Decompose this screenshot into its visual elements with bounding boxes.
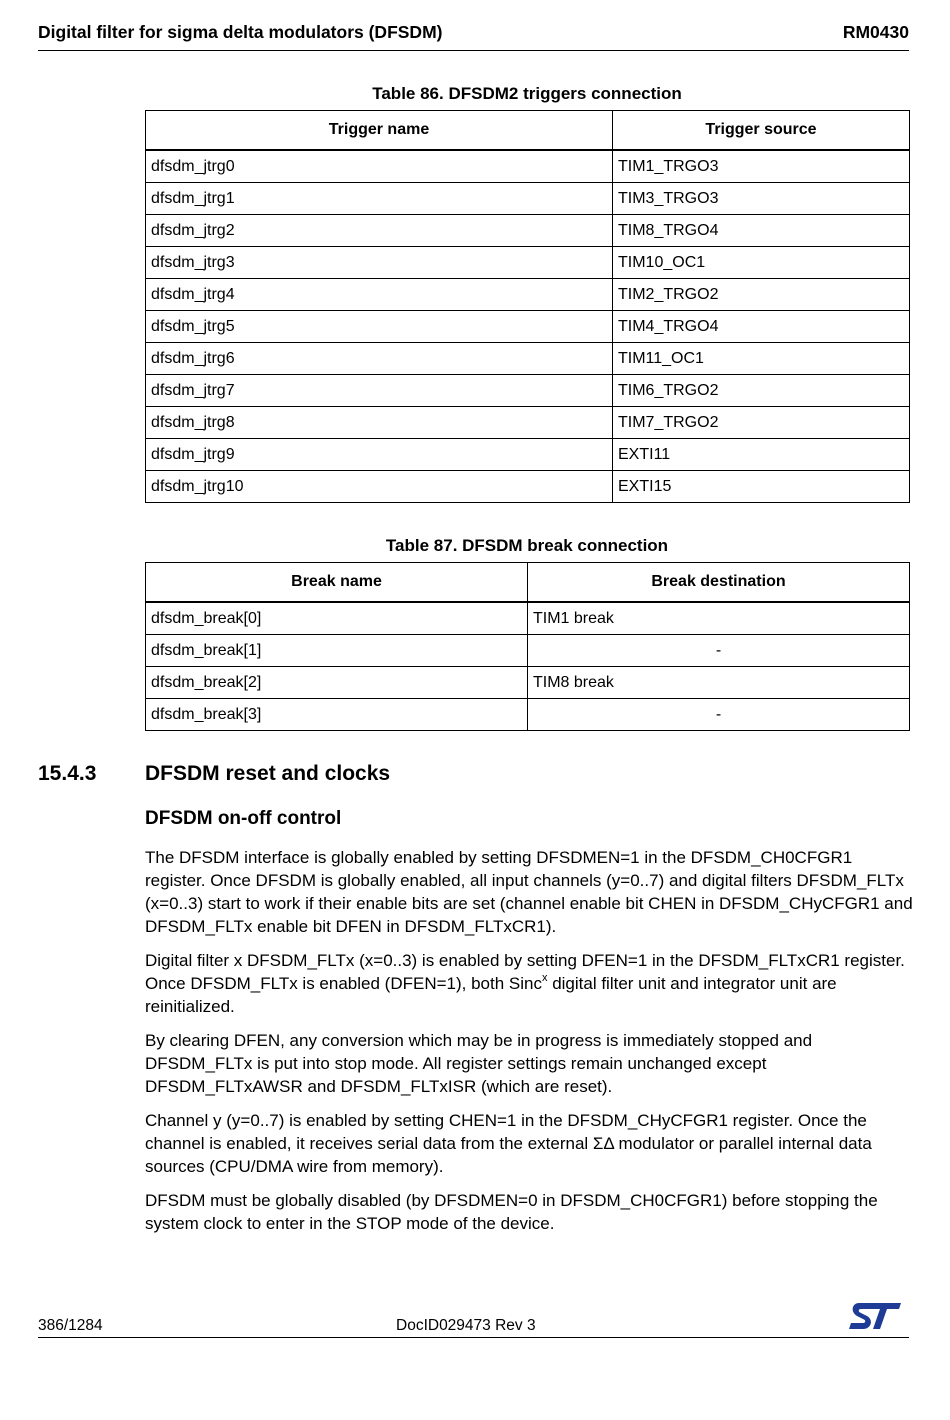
table86 xyxy=(145,110,910,503)
trigger-source: EXTI11 xyxy=(613,439,910,471)
break-destination: - xyxy=(528,699,910,731)
table-row xyxy=(146,699,910,731)
table87 xyxy=(145,562,910,731)
trigger-name: dfsdm_jtrg3 xyxy=(146,247,613,279)
table-row xyxy=(146,471,910,503)
break-destination: TIM1 break xyxy=(528,602,910,635)
break-name: dfsdm_break[0] xyxy=(146,602,528,635)
column-header: Break destination xyxy=(528,563,910,603)
table86-caption: Table 86. DFSDM2 triggers connection xyxy=(372,84,682,103)
table-row xyxy=(146,311,910,343)
column-header: Trigger source xyxy=(613,111,910,151)
paragraph xyxy=(145,949,915,1018)
doc-id: DocID029473 Rev 3 xyxy=(396,1317,536,1334)
trigger-source: TIM10_OC1 xyxy=(613,247,910,279)
paragraph: The DFSDM interface is globally enabled by setting DFSDMEN=1 in the DFSDM_CH0CFGR1 register. Once DFSDM is globally enabled, all input channels (y=0..7) and digital filters DFSDM_FLTx (x=0..3) start to work if their enable bits are set (channel enable bit CHEN in DFSDM_CHyCFGR1 and DFSDM_FLTx enable bit DFEN in DFSDM_FLTxCR1). xyxy=(145,848,913,936)
trigger-source: EXTI15 xyxy=(613,471,910,503)
section-title: DFSDM reset and clocks xyxy=(145,762,391,785)
table-row xyxy=(146,635,910,667)
subsection-title: DFSDM on-off control xyxy=(145,808,342,829)
trigger-name: dfsdm_jtrg8 xyxy=(146,407,613,439)
trigger-name: dfsdm_jtrg4 xyxy=(146,279,613,311)
table-header-row xyxy=(146,563,910,603)
paragraph: DFSDM must be globally disabled (by DFSDMEN=0 in DFSDM_CH0CFGR1) before stopping the system clock to enter in the STOP mode of the device. xyxy=(145,1191,878,1233)
trigger-name: dfsdm_jtrg5 xyxy=(146,311,613,343)
break-name: dfsdm_break[2] xyxy=(146,667,528,699)
page-header xyxy=(38,20,909,51)
trigger-name: dfsdm_jtrg9 xyxy=(146,439,613,471)
column-header: Break name xyxy=(146,563,528,603)
page-footer xyxy=(38,1299,909,1338)
table-row xyxy=(146,279,910,311)
trigger-name: dfsdm_jtrg0 xyxy=(146,150,613,183)
table-row xyxy=(146,215,910,247)
break-destination: - xyxy=(528,635,910,667)
trigger-source: TIM3_TRGO3 xyxy=(613,183,910,215)
table-row xyxy=(146,343,910,375)
trigger-name: dfsdm_jtrg1 xyxy=(146,183,613,215)
paragraph-text: digital filter unit and integrator unit are reinitialized. xyxy=(145,974,837,1016)
trigger-source: TIM11_OC1 xyxy=(613,343,910,375)
trigger-source: TIM4_TRGO4 xyxy=(613,311,910,343)
table-row xyxy=(146,602,910,635)
table-row xyxy=(146,150,910,183)
table-header-row xyxy=(146,111,910,151)
column-header: Trigger name xyxy=(146,111,613,151)
paragraph: By clearing DFEN, any conversion which may be in progress is immediately stopped and DFSDM_FLTx is put into stop mode. All register settings remain unchanged except DFSDM_FLTxAWSR and DFSDM_FLTxISR (which are reset). xyxy=(145,1031,813,1096)
table87-caption: Table 87. DFSDM break connection xyxy=(385,536,669,555)
table-row xyxy=(146,247,910,279)
break-name: dfsdm_break[3] xyxy=(146,699,528,731)
trigger-source: TIM2_TRGO2 xyxy=(613,279,910,311)
page-number: 386/1284 xyxy=(38,1317,103,1334)
break-name: dfsdm_break[1] xyxy=(146,635,528,667)
trigger-name: dfsdm_jtrg7 xyxy=(146,375,613,407)
trigger-name: dfsdm_jtrg6 xyxy=(146,343,613,375)
paragraph: Channel y (y=0..7) is enabled by setting CHEN=1 in the DFSDM_CHyCFGR1 register. Once the channel is enabled, it receives serial data from the external ΣΔ modulator or parallel internal data sources (CPU/DMA wire from memory). xyxy=(145,1111,872,1176)
trigger-source: TIM7_TRGO2 xyxy=(613,407,910,439)
trigger-name: dfsdm_jtrg10 xyxy=(146,471,613,503)
paragraph-text: Digital filter x DFSDM_FLTx (x=0..3) is enabled by setting DFEN=1 in the DFSDM_FLTxCR1 register. Once DFSDM_FLTx is enabled (DFEN=1), both Sinc xyxy=(145,951,905,993)
trigger-source: TIM8_TRGO4 xyxy=(613,215,910,247)
trigger-source: TIM6_TRGO2 xyxy=(613,375,910,407)
break-destination: TIM8 break xyxy=(528,667,910,699)
table-row xyxy=(146,375,910,407)
header-ref: RM0430 xyxy=(842,22,909,42)
trigger-source: TIM1_TRGO3 xyxy=(613,150,910,183)
header-title: Digital filter for sigma delta modulators (DFSDM) xyxy=(38,22,443,42)
section-number: 15.4.3 xyxy=(38,762,97,785)
table-row xyxy=(146,439,910,471)
table-row xyxy=(146,407,910,439)
table-row xyxy=(146,183,910,215)
superscript: x xyxy=(541,972,548,985)
section-body xyxy=(145,846,915,1246)
st-logo-icon xyxy=(847,1301,903,1331)
trigger-name: dfsdm_jtrg2 xyxy=(146,215,613,247)
table-row xyxy=(146,667,910,699)
